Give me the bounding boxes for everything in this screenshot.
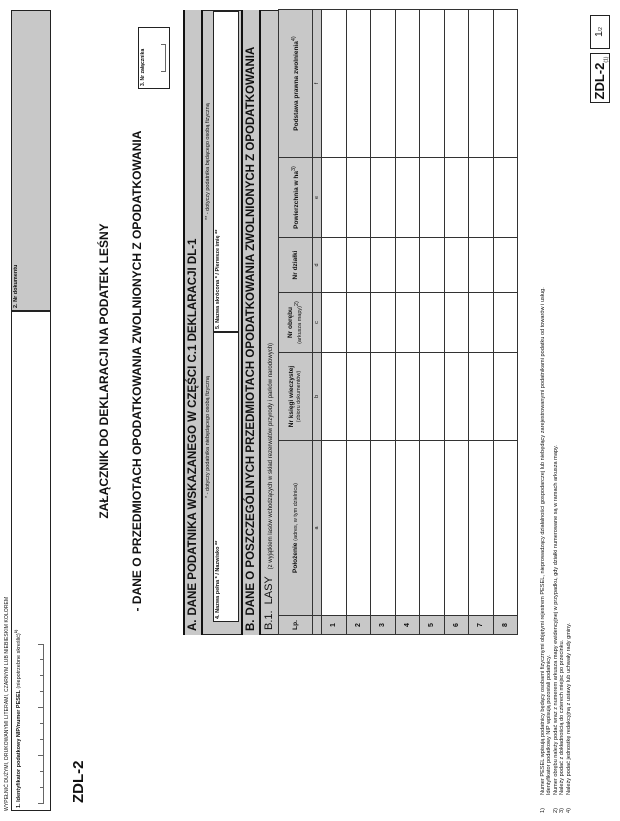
- area-cell[interactable]: [395, 158, 420, 238]
- legal-basis-cell[interactable]: [395, 10, 420, 158]
- field-1-label: 1. Identyfikator podatkowy NIP/numer PESEL (niepotrzebne skreślić)$^{1)}$: [13, 629, 22, 808]
- forests-table: [278, 9, 518, 635]
- area-cell[interactable]: [346, 158, 371, 238]
- table-row: [346, 10, 371, 635]
- precinct-cell[interactable]: [346, 293, 371, 353]
- area-cell[interactable]: [322, 158, 347, 238]
- land-register-cell[interactable]: [444, 353, 469, 441]
- precinct-cell[interactable]: [420, 293, 445, 353]
- land-register-cell[interactable]: [371, 353, 396, 441]
- land-register-cell[interactable]: [420, 353, 445, 441]
- location-cell[interactable]: [420, 441, 445, 616]
- legal-basis-cell[interactable]: [346, 10, 371, 158]
- plot-cell[interactable]: [469, 238, 494, 293]
- column-letter: c: [313, 293, 322, 353]
- footnote-item: 3)Należy podać z dokładnością do czterech miejsc po przecinku.: [559, 639, 566, 813]
- plot-cell[interactable]: [395, 238, 420, 293]
- precinct-cell[interactable]: [493, 293, 518, 353]
- row-number: 2: [346, 616, 371, 635]
- form-code: ZDL-2: [70, 760, 87, 803]
- nip-comb[interactable]: [36, 644, 44, 804]
- precinct-cell[interactable]: [395, 293, 420, 353]
- table-header-row: [279, 10, 313, 635]
- row-number: 4: [395, 616, 420, 635]
- header-precinct: Nr obrębu (arkusza mapy)$^{2)}$: [279, 293, 313, 353]
- precinct-cell[interactable]: [469, 293, 494, 353]
- section-b-header: B.DANE O POSZCZEGÓLNYCH PRZEDMIOTACH OPODATKOWANIA ZWOLNIONYCH Z OPODATKOWANIA: [241, 10, 261, 635]
- location-cell[interactable]: [371, 441, 396, 616]
- section-b1-number: B.1.: [263, 610, 275, 630]
- area-cell[interactable]: [469, 158, 494, 238]
- table-row: [493, 10, 518, 635]
- plot-cell[interactable]: [346, 238, 371, 293]
- row-number: 6: [444, 616, 469, 635]
- legal-basis-cell[interactable]: [371, 10, 396, 158]
- field-5-label: 5. Nazwa skrócona * / Pierwsze imię **: [215, 229, 221, 329]
- precinct-cell[interactable]: [371, 293, 396, 353]
- field-2-box[interactable]: [11, 10, 51, 311]
- header-lp: Lp.: [279, 616, 313, 635]
- location-cell[interactable]: [469, 441, 494, 616]
- footnote-item: 1)Numer PESEL wpisują podatnicy będący osobami fizycznymi objętymi rejestrem PESEL, nieprowadzący działalności gospodarczej lub niebędący zarejestrowanymi podatnikami podatku od towarów i usług.: [540, 287, 546, 813]
- area-cell[interactable]: [371, 158, 396, 238]
- plot-cell[interactable]: [420, 238, 445, 293]
- column-letter: a: [313, 441, 322, 616]
- section-b1-header: [261, 10, 278, 635]
- header-plot: Nr działki: [279, 238, 313, 293]
- location-cell[interactable]: [346, 441, 371, 616]
- field-1-box[interactable]: [11, 311, 51, 811]
- area-cell[interactable]: [493, 158, 518, 238]
- table-letter-row: [313, 10, 322, 635]
- column-letter: d: [313, 238, 322, 293]
- plot-cell[interactable]: [371, 238, 396, 293]
- table-row: [395, 10, 420, 635]
- legal-basis-cell[interactable]: [420, 10, 445, 158]
- plot-cell[interactable]: [322, 238, 347, 293]
- precinct-cell[interactable]: [444, 293, 469, 353]
- plot-cell[interactable]: [493, 238, 518, 293]
- top-instruction: WYPEŁNIĆ DUŻYMI, DRUKOWANYMI LITERAMI, CZARNYM LUB NIEBIESKIM KOLOREM: [4, 596, 10, 811]
- footnote-item: 2)Numer obrębu należy podać wraz z numerem arkusza mapy ewidencyjnej w przypadku, gdy działki numerowane są w ramach arkusza mapy.: [552, 445, 559, 813]
- table-row: [420, 10, 445, 635]
- location-cell[interactable]: [322, 441, 347, 616]
- column-letter: e: [313, 158, 322, 238]
- legal-basis-cell[interactable]: [469, 10, 494, 158]
- land-register-cell[interactable]: [469, 353, 494, 441]
- row-number: 5: [420, 616, 445, 635]
- page-number: 1/2: [590, 15, 610, 49]
- row-number: 7: [469, 616, 494, 635]
- legal-basis-cell[interactable]: [444, 10, 469, 158]
- note-non-natural-person: * - dotyczy podatnika niebędącego osobą fizyczną: [205, 376, 211, 498]
- section-b1-title: LASY: [263, 576, 275, 605]
- footnotes: [540, 213, 572, 813]
- table-row: [444, 10, 469, 635]
- header-land-register: Nr księgi wieczystej (zbioru dokumentów): [279, 353, 313, 441]
- row-number: 1: [322, 616, 347, 635]
- section-a-header: A.DANE PODATNIKA WSKAZANEGO W CZĘŚCI C.1 DEKLARACJI DL-1: [183, 10, 203, 635]
- plot-cell[interactable]: [444, 238, 469, 293]
- location-cell[interactable]: [395, 441, 420, 616]
- land-register-cell[interactable]: [493, 353, 518, 441]
- header-legal-basis: Podstawa prawna zwolnienia$^{4)}$: [279, 10, 313, 158]
- section-a-body: [203, 10, 241, 635]
- location-cell[interactable]: [444, 441, 469, 616]
- header-location: Położenie (adres, w tym dzielnica): [279, 441, 313, 616]
- field-5-box[interactable]: [213, 11, 239, 332]
- table-row: [322, 10, 347, 635]
- table-row: [371, 10, 396, 635]
- footnote-item: 4)Należy podać jednostkę redakcyjną z ustawy lub uchwały rady gminy.: [565, 622, 572, 813]
- field-2-label: 2. Nr dokumentu: [13, 264, 19, 308]
- header-area: Powierzchnia w $ha^{3)}$: [279, 158, 313, 238]
- form-subtitle: - DANE O PRZEDMIOTACH OPODATKOWANIA ZWOLNIONYCH Z OPODATKOWANIA: [130, 130, 144, 612]
- legal-basis-cell[interactable]: [493, 10, 518, 158]
- section-b1-note: (z wyjątkiem lasów wchodzących w skład rezerwatów przyrody i parków narodowych): [268, 342, 274, 570]
- field-4-label: 4. Nazwa pełna * / Nazwisko **: [215, 540, 221, 619]
- form-title: ZAŁĄCZNIK DO DEKLARACJI NA PODATEK LEŚNY: [97, 223, 111, 519]
- land-register-cell[interactable]: [395, 353, 420, 441]
- column-letter: f: [313, 10, 322, 158]
- row-number: 3: [371, 616, 396, 635]
- precinct-cell[interactable]: [322, 293, 347, 353]
- field-3-label: 3. Nr załącznika: [140, 48, 146, 86]
- table-row: [469, 10, 494, 635]
- location-cell[interactable]: [493, 441, 518, 616]
- area-cell[interactable]: [444, 158, 469, 238]
- legal-basis-cell[interactable]: [322, 10, 347, 158]
- form-code-footer: ZDL-$2_{(1)}$: [590, 53, 610, 103]
- land-register-cell[interactable]: [346, 353, 371, 441]
- land-register-cell[interactable]: [322, 353, 347, 441]
- area-cell[interactable]: [420, 158, 445, 238]
- field-3-box[interactable]: [138, 27, 170, 89]
- row-number: 8: [493, 616, 518, 635]
- footnote-item: Identyfikator podatkowy NIP wpisują pozostali podatnicy.: [546, 654, 553, 795]
- column-letter: b: [313, 353, 322, 441]
- field-4-box[interactable]: [213, 332, 239, 622]
- note-natural-person: ** - dotyczy podatnika będącego osobą fizyczną: [205, 103, 211, 220]
